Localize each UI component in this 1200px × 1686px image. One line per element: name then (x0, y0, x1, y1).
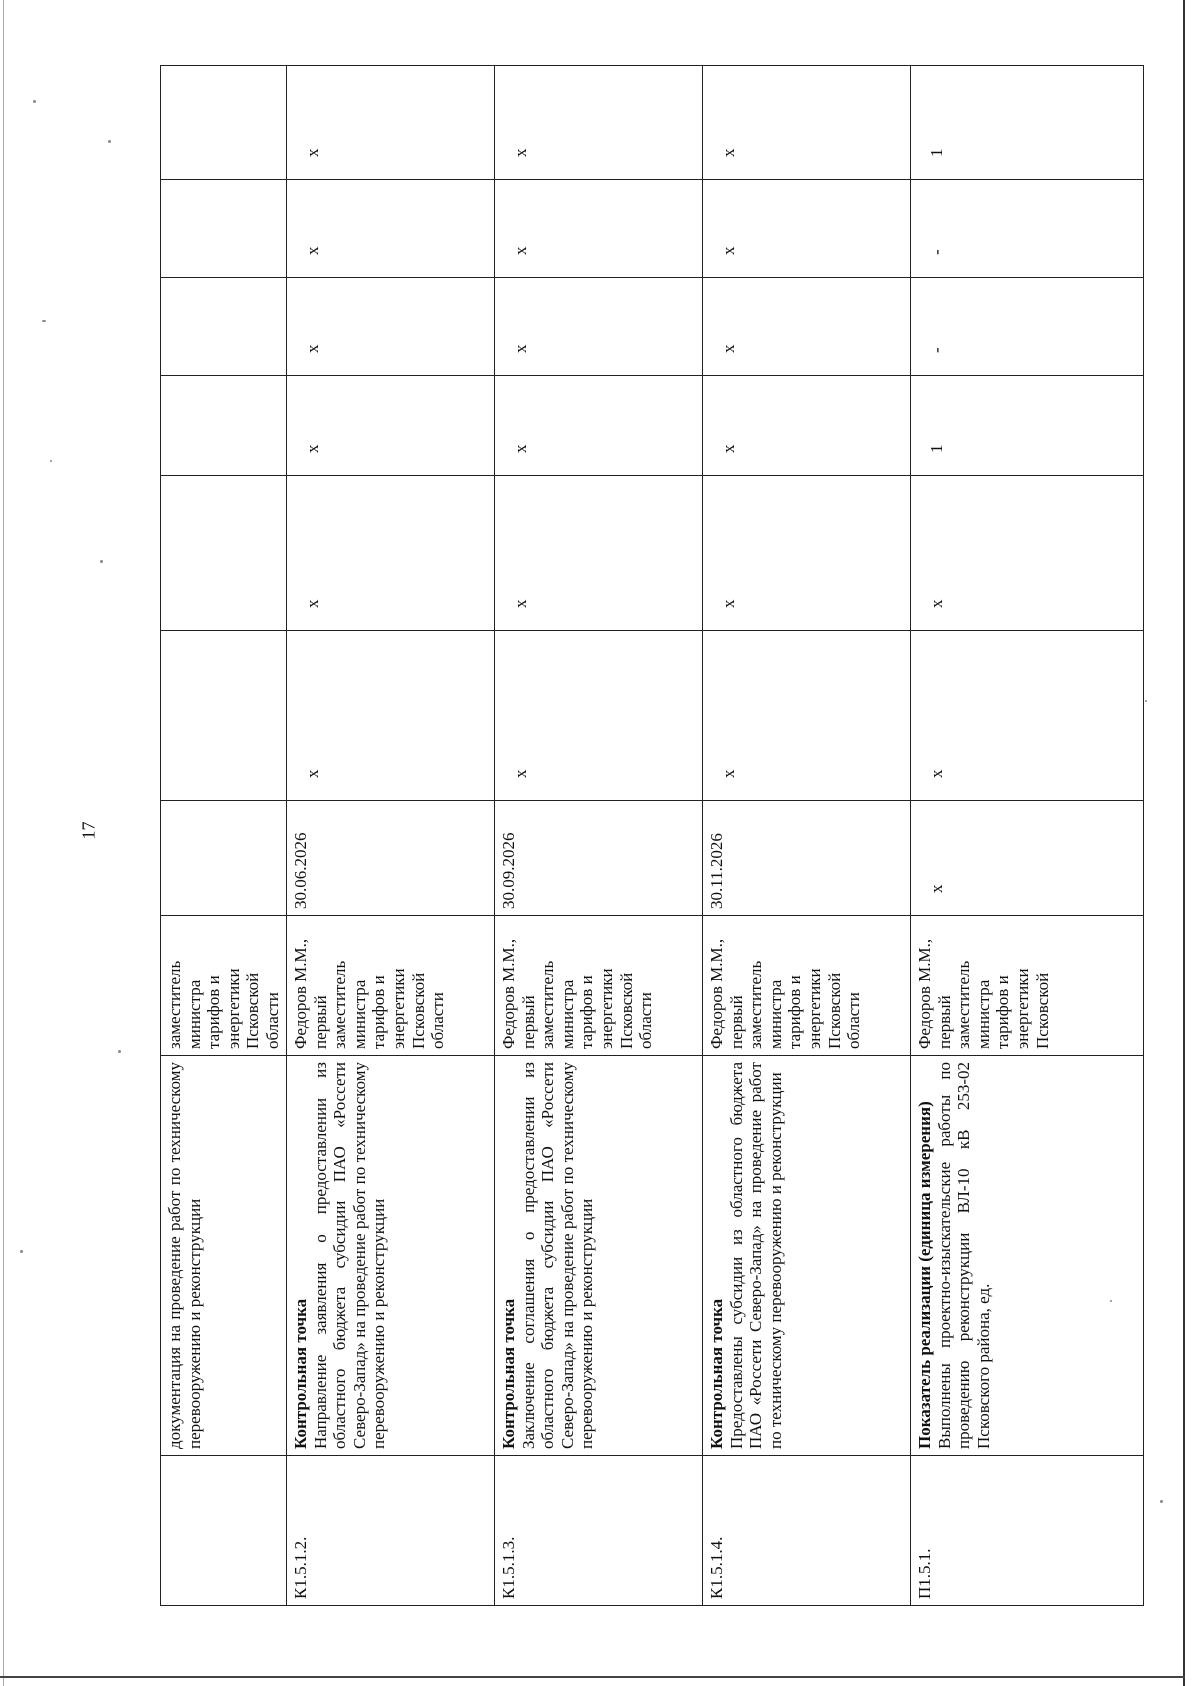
value-mark: x (719, 444, 739, 453)
value-mark: x (511, 769, 531, 778)
row-description-cell (911, 1056, 1144, 1456)
row-date-cell (287, 801, 495, 916)
table-row (287, 66, 495, 1606)
value-cell (161, 631, 287, 801)
value-cell (287, 376, 495, 476)
row-responsible-cell (287, 916, 495, 1056)
value-cell (911, 476, 1144, 631)
value-mark: x (719, 344, 739, 353)
row-date-cell (703, 801, 911, 916)
value-cell (911, 278, 1144, 376)
value-cell (287, 66, 495, 180)
scan-speck (1145, 700, 1147, 702)
rotated-table-wrapper (160, 66, 1115, 1606)
value-mark: x (719, 769, 739, 778)
row-responsible-cell (161, 916, 287, 1056)
row-responsible: Федоров М.М., первый заместитель министра тарифов и энергетики Псковской области (707, 938, 864, 1049)
value-mark: x (719, 148, 739, 157)
scan-speck (1160, 1500, 1163, 1503)
row-description: Выполнены проектно-изыскательские работы по проведению реконструкции ВЛ-10 кВ 253-02 Псковского района, ед. (934, 1062, 993, 1449)
page-number: 17 (78, 821, 99, 840)
row-title: Контрольная точка (499, 1298, 519, 1449)
row-code: К1.5.1.2. (291, 1536, 311, 1599)
plan-table (160, 65, 1144, 1606)
value-cell (287, 180, 495, 278)
scan-speck (20, 1250, 23, 1253)
row-date: x (927, 884, 947, 893)
value-cell (287, 476, 495, 631)
value-cell (495, 180, 703, 278)
row-description: Предоставлены субсидии из областного бюджета ПАО «Россети Северо-Запад» на проведение работ по техническому перевооружению и реконструкции (726, 1062, 785, 1449)
value-mark: x (511, 148, 531, 157)
value-cell (703, 376, 911, 476)
value-cell (703, 278, 911, 376)
value-mark: x (303, 769, 323, 778)
row-responsible: Федоров М.М., первый заместитель министра тарифов и энергетики Псковской области (291, 938, 448, 1049)
value-mark: x (511, 344, 531, 353)
row-title: Контрольная точка (291, 1298, 311, 1449)
row-title: Контрольная точка (707, 1298, 727, 1449)
row-description: Заключение соглашения о предоставлении из областного бюджета субсидии ПАО «Россети Северо-Запад» на проведение работ по техническому перевооружению и реконструкции (518, 1062, 597, 1449)
row-description-cell (495, 1056, 703, 1456)
value-cell (495, 631, 703, 801)
scan-speck (1110, 1300, 1112, 1302)
value-mark: - (927, 347, 947, 353)
row-responsible: Федоров М.М., первый заместитель министра тарифов и энергетики Псковской (915, 938, 1052, 1049)
row-date: 30.06.2026 (291, 832, 311, 909)
row-date: 30.09.2026 (499, 832, 519, 909)
scan-speck (100, 560, 103, 563)
row-date-cell (161, 801, 287, 916)
row-date-cell (495, 801, 703, 916)
row-responsible-cell (703, 916, 911, 1056)
table-row (161, 66, 287, 1606)
value-cell (495, 476, 703, 631)
row-responsible-cell (911, 916, 1144, 1056)
value-mark: x (927, 599, 947, 608)
value-cell (703, 631, 911, 801)
row-code-cell (161, 1456, 287, 1606)
row-description: Направление заявления о предоставлении из областного бюджета субсидии ПАО «Россети Северо-Запад» на проведение работ по техническому перевооружению и реконструкции (310, 1062, 389, 1449)
value-cell (495, 376, 703, 476)
row-description-cell (287, 1056, 495, 1456)
row-responsible: заместитель министра тарифов и энергетики Псковской области (165, 960, 282, 1049)
row-code-cell (287, 1456, 495, 1606)
scan-speck (50, 460, 52, 462)
value-cell (703, 476, 911, 631)
scan-speck (118, 1050, 121, 1053)
row-responsible: Федоров М.М., первый заместитель министра тарифов и энергетики Псковской области (499, 938, 656, 1049)
value-mark: x (303, 246, 323, 255)
value-mark: x (927, 769, 947, 778)
value-mark: x (511, 599, 531, 608)
value-mark: 1 (927, 444, 947, 453)
value-mark: 1 (927, 148, 947, 157)
value-mark: - (927, 249, 947, 255)
scan-edge-right (1183, 0, 1185, 1686)
row-code: К1.5.1.3. (499, 1536, 519, 1599)
value-mark: x (303, 599, 323, 608)
value-cell (911, 180, 1144, 278)
row-date-cell (911, 801, 1144, 916)
row-code-cell (911, 1456, 1144, 1606)
value-mark: x (303, 444, 323, 453)
row-description: документация на проведение работ по техническому перевооружению и реконструкции (165, 1062, 204, 1449)
value-cell (161, 278, 287, 376)
value-cell (161, 66, 287, 180)
value-mark: x (511, 246, 531, 255)
value-cell (703, 180, 911, 278)
value-cell (911, 376, 1144, 476)
value-cell (161, 476, 287, 631)
row-code-cell (703, 1456, 911, 1606)
scan-speck (108, 140, 111, 143)
scan-speck (42, 320, 46, 322)
table-row (495, 66, 703, 1606)
table-row (911, 66, 1144, 1606)
value-cell (161, 180, 287, 278)
value-cell (703, 66, 911, 180)
scan-edge-left (3, 0, 4, 1686)
row-code: К1.5.1.4. (707, 1536, 727, 1599)
table-row (703, 66, 911, 1606)
row-code: П1.5.1. (915, 1548, 935, 1599)
scan-edge-bottom (0, 1676, 1185, 1678)
value-cell (495, 66, 703, 180)
value-cell (161, 376, 287, 476)
value-mark: x (719, 599, 739, 608)
value-cell (495, 278, 703, 376)
scan-speck (33, 100, 36, 103)
value-cell (911, 66, 1144, 180)
value-cell (911, 631, 1144, 801)
row-description-cell (703, 1056, 911, 1456)
value-mark: x (303, 344, 323, 353)
value-cell (287, 278, 495, 376)
row-responsible-cell (495, 916, 703, 1056)
value-mark: x (511, 444, 531, 453)
row-title: Показатель реализации (единица измерения) (915, 1101, 935, 1449)
row-description-cell (161, 1056, 287, 1456)
row-date: 30.11.2026 (707, 833, 727, 909)
table-body (161, 66, 1144, 1606)
value-mark: x (303, 148, 323, 157)
value-mark: x (719, 246, 739, 255)
value-cell (287, 631, 495, 801)
row-code-cell (495, 1456, 703, 1606)
